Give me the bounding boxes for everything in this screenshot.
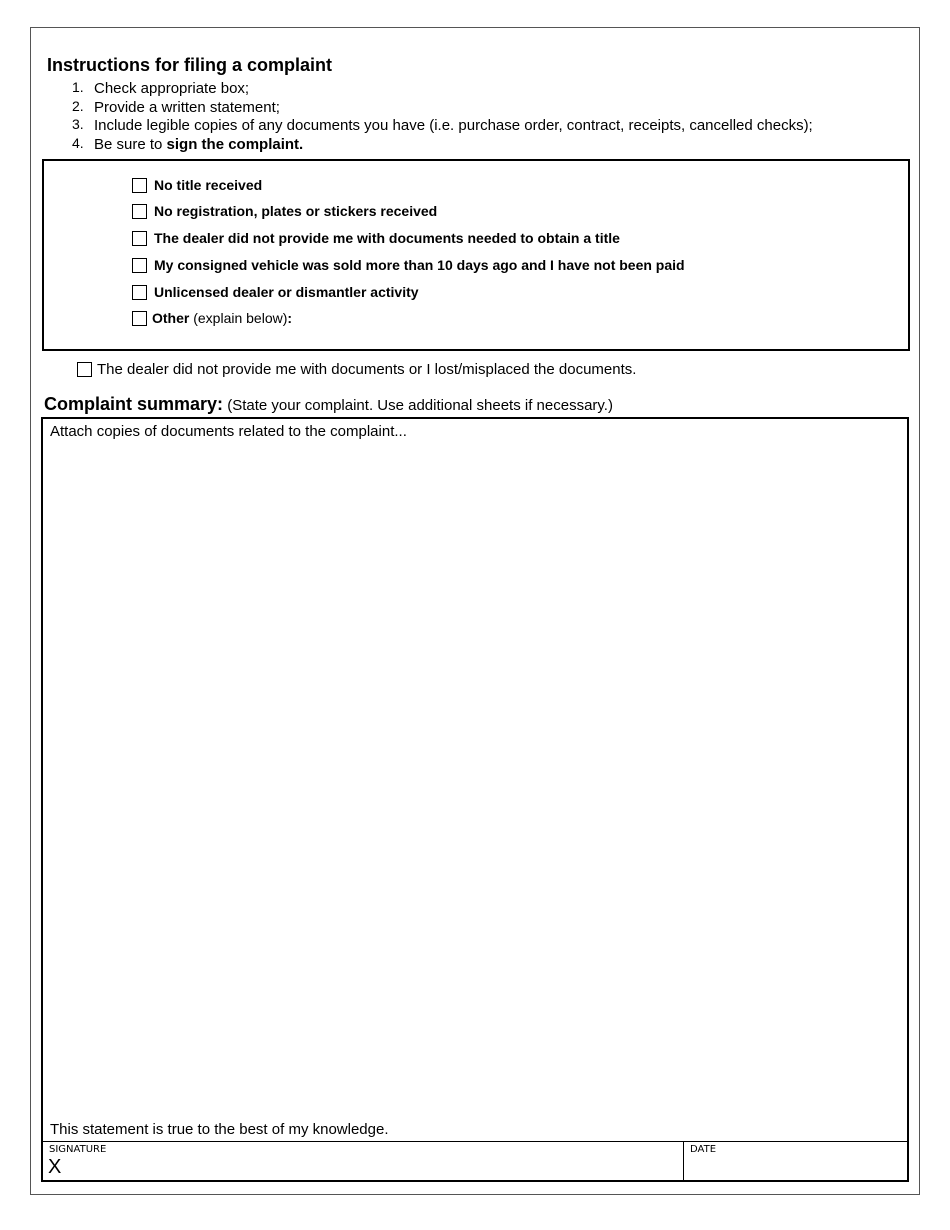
checkbox[interactable] — [132, 285, 147, 300]
option-label: Other — [152, 310, 190, 326]
complaint-summary-textarea[interactable] — [41, 417, 909, 1182]
option-label: The dealer did not provide me with documents needed to obtain a title — [154, 230, 620, 246]
option-label: No title received — [154, 177, 263, 193]
checkbox[interactable] — [132, 231, 147, 246]
complaint-summary-heading — [44, 394, 613, 415]
option-consigned-vehicle — [132, 256, 685, 274]
signature-label: SIGNATURE — [49, 1144, 107, 1155]
summary-heading-note: (State your complaint. Use additional sheets if necessary.) — [223, 397, 613, 414]
step-text: Include legible copies of any documents you have (i.e. purchase order, contract, receipts, cancelled checks); — [94, 117, 813, 134]
step-number: 4. — [72, 134, 84, 151]
option-colon: : — [287, 310, 293, 326]
instruction-step — [72, 99, 813, 118]
documents-lost-option — [77, 360, 636, 378]
step-text-bold: sign the complaint. — [166, 135, 304, 153]
checkbox[interactable] — [77, 362, 92, 377]
signature-row — [43, 1141, 907, 1180]
step-number: 2. — [72, 97, 84, 114]
option-unlicensed-dealer — [132, 283, 419, 301]
date-label: DATE — [690, 1144, 717, 1155]
option-label: No registration, plates or stickers received — [154, 203, 438, 219]
step-number: 3. — [72, 116, 84, 132]
instruction-step — [72, 80, 813, 99]
step-text: Check appropriate box; — [94, 80, 250, 97]
documents-lost-label: The dealer did not provide me with documents or I lost/misplaced the documents. — [97, 360, 637, 378]
option-no-documents-for-title — [132, 229, 620, 247]
checkbox[interactable] — [132, 204, 147, 219]
instruction-step — [72, 117, 813, 136]
date-field[interactable] — [683, 1142, 907, 1180]
instructions-title: Instructions for filing a complaint — [47, 55, 333, 75]
option-other — [132, 309, 292, 327]
step-number: 1. — [72, 79, 84, 95]
signature-field[interactable] — [43, 1142, 683, 1180]
instruction-step — [72, 136, 813, 155]
option-label: My consigned vehicle was sold more than 10 days ago and I have not been paid — [154, 257, 685, 273]
summary-placeholder: Attach copies of documents related to the complaint... — [50, 423, 407, 440]
option-no-registration — [132, 202, 437, 220]
step-text: Be sure to — [94, 135, 167, 153]
truth-statement: This statement is true to the best of my knowledge. — [50, 1121, 389, 1138]
option-label: Unlicensed dealer or dismantler activity — [154, 284, 419, 300]
instructions-list — [72, 80, 813, 154]
signature-x-mark: X — [48, 1156, 62, 1178]
summary-heading-bold: Complaint summary: — [44, 394, 224, 414]
option-suffix: (explain below) — [189, 310, 288, 326]
checkbox[interactable] — [132, 178, 147, 193]
checkbox[interactable] — [132, 311, 147, 326]
step-text: Provide a written statement; — [94, 98, 280, 116]
checkbox[interactable] — [132, 258, 147, 273]
option-no-title — [132, 176, 262, 194]
